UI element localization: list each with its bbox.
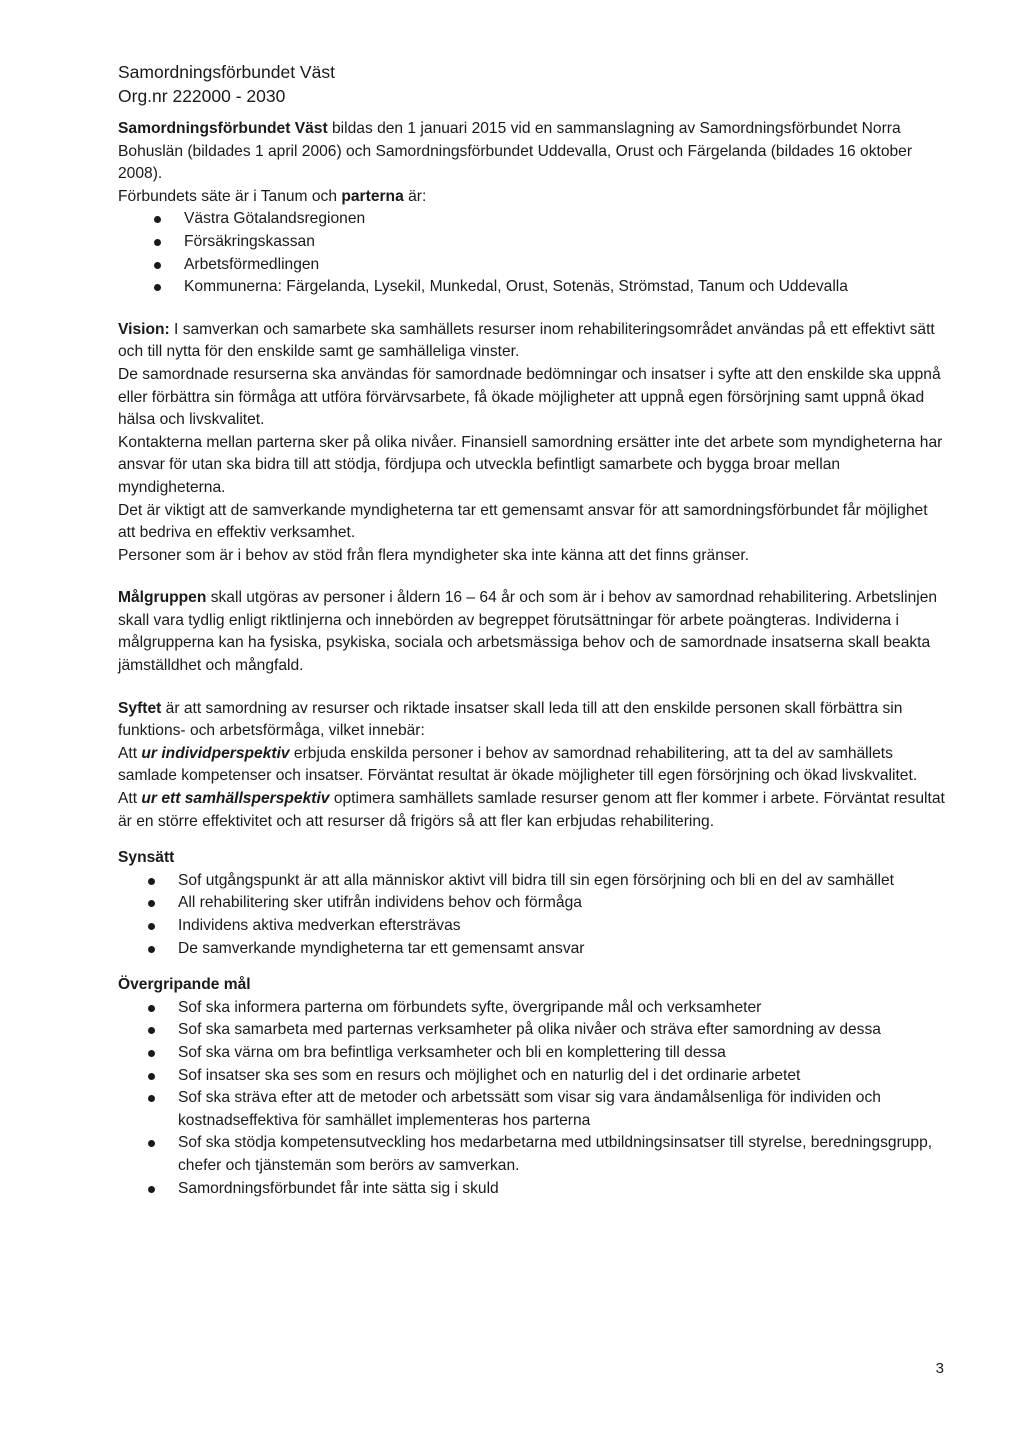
list-item: Försäkringskassan [118,231,948,254]
malgruppen-paragraph [118,587,948,677]
list-item: Sof insatser ska ses som en resurs och möjlighet och en naturlig del i det ordinarie arbetet [118,1065,948,1088]
list-item: De samverkande myndigheterna tar ett gemensamt ansvar [118,938,948,961]
individ-post: erbjuda enskilda personer i behov av samordnad rehabilitering, att ta del av samhällets samlade kompetenser och insatser. Förväntat resultat är ökade möjligheter till egen försörjning och ökad livskvalitet. [118,744,918,785]
list-item: Sof utgångspunkt är att alla människor aktivt vill bidra till sin egen försörjning och bli en del av samhället [118,870,948,893]
seat-post: är: [403,187,427,205]
malgruppen-label: Målgruppen [118,589,207,607]
list-item: Västra Götalandsregionen [118,208,948,231]
overgripande-list [118,997,948,1200]
synsatt-heading: Synsätt [118,849,175,867]
list-item: Arbetsförmedlingen [118,254,948,277]
list-item: Sof ska informera parterna om förbundets syfte, övergripande mål och verksamheter [118,997,948,1020]
document-page [118,60,948,1200]
paragraph: Personer som är i behov av stöd från flera myndigheter ska inte känna att det finns gränser. [118,546,750,564]
intro-paragraph [118,118,948,186]
samhall-pre: Att [118,790,142,808]
org-name: Samordningsförbundet Väst [118,62,335,82]
overgripande-heading: Övergripande mål [118,976,251,994]
intro-text: bildas den 1 januari 2015 vid en sammanslagning av Samordningsförbundet Norra Bohuslän (bildades 1 april 2006) och Samordningsförbundet Uddevalla, Orust och Färgelanda (bildades 16 oktober 2008). [118,120,913,183]
vision-text: I samverkan och samarbete ska samhällets resurser inom rehabiliteringsområdet användas på ett effektivt sätt och till nytta för den enskilde samt ge samhälleliga vinster. [118,320,935,361]
seat-bold: parterna [341,187,404,205]
list-item: Sof ska samarbeta med parternas verksamheter på olika nivåer och sträva efter samordning av dessa [118,1019,948,1042]
seat-pre: Förbundets säte är i Tanum och [118,187,342,205]
samhall-emphasis: ur ett samhällsperspektiv [141,790,330,808]
vision-label: Vision: [118,320,170,338]
samhall-post: optimera samhällets samlade resurser genom att fler kommer i arbete. Förväntat resultat är en större effektivitet och att resurser då frigörs så att fler kan erbjudas rehabilitering. [118,790,945,830]
list-item: Samordningsförbundet får inte sätta sig i skuld [118,1178,948,1201]
synsatt-list [118,870,948,960]
malgruppen-text: skall utgöras av personer i åldern 16 – 64 år och som är i behov av samordnad rehabilitering. Arbetslinjen skall vara tydlig enligt riktlinjerna och innebörden av begreppet förutsättningar för arbete poängteras. Individerna i målgrupperna kan ha fysiska, psykiska, sociala och arbetsmässiga behov och de samordnade insatserna skall beakta jämställdhet och mångfald. [118,589,938,675]
list-item: All rehabilitering sker utifrån individens behov och förmåga [118,892,948,915]
individ-pre: Att [118,744,142,762]
samhall-paragraph [118,788,948,833]
individ-paragraph [118,743,948,788]
paragraph: De samordnade resurserna ska användas för samordnade bedömningar och insatser i syfte att den enskilde ska uppnå eller förbättra sin förmåga att utföra förvärvsarbete, få ökade möjligheter att uppnå egen försörjning samt uppnå ökad hälsa och livskvalitet. [118,365,941,429]
intro-lead: Samordningsförbundet Väst [118,120,328,137]
vision-paragraph [118,319,948,364]
list-item: Sof ska stödja kompetensutveckling hos medarbetarna med utbildningsinsatser till styrelse, beredningsgrupp, chefer och tjänstemän som berörs av samverkan. [118,1132,948,1177]
org-number: Org.nr 222000 - 2030 [118,86,286,106]
syftet-paragraph [118,698,948,743]
syftet-label: Syftet [118,699,162,717]
paragraph: Det är viktigt att de samverkande myndigheterna tar ett gemensamt ansvar för att samordningsförbundet får möjlighet att bedriva en effektiv verksamhet. [118,501,928,542]
list-item: Sof ska värna om bra befintliga verksamheter och bli en komplettering till dessa [118,1042,948,1065]
paragraph: Kontakterna mellan parterna sker på olika nivåer. Finansiell samordning ersätter inte det arbete som myndigheterna har ansvar för utan ska bidra till att stödja, fördjupa och utveckla befintligt samarbete och bygga broar mellan myndigheterna. [118,433,943,496]
page-number: 3 [935,1360,944,1377]
list-item: Sof ska sträva efter att de metoder och arbetssätt som visar sig vara ändamålsenliga för individen och kostnadseffektiva för samhället implementeras hos parterna [118,1087,948,1132]
individ-emphasis: ur individperspektiv [141,744,290,762]
seat-paragraph [118,186,948,209]
list-item: Individens aktiva medverkan eftersträvas [118,915,948,938]
list-item: Kommunerna: Färgelanda, Lysekil, Munkedal, Orust, Sotenäs, Strömstad, Tanum och Uddevalla [118,276,948,299]
syftet-text: är att samordning av resurser och riktade insatser skall leda till att den enskilde personen skall förbättra sin funktions- och arbetsförmåga, vilket innebär: [118,699,903,740]
parties-list [118,208,948,298]
